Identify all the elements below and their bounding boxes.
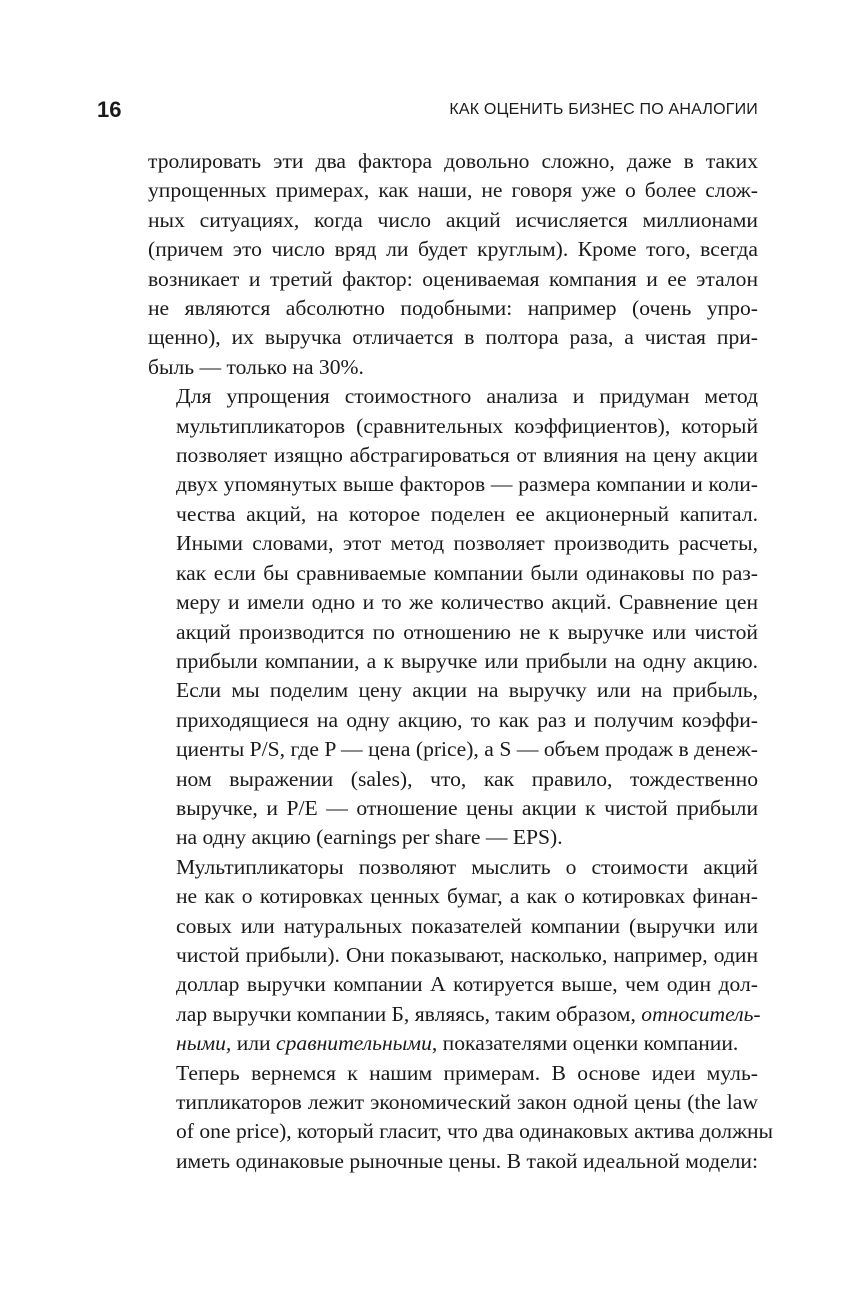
text-line: как если бы сравниваемые компании были одинаковы по раз- [176, 560, 758, 585]
text-line: упрощенных примерах, как наши, не говоря уже о более слож- [148, 178, 758, 203]
italic-term: относитель- [641, 1001, 761, 1026]
paragraph-4 [148, 1059, 774, 1177]
text-line: чистой прибыли). Они показывают, насколько, например, один [176, 942, 758, 967]
text-line: мультипликаторов (сравнительных коэффициентов), который [176, 413, 758, 438]
text-line: ных ситуациях, когда число акций исчисляется миллионами [148, 207, 758, 232]
text-line [148, 1029, 758, 1058]
text-line [148, 1000, 761, 1029]
text-line: приходящиеся на одну акцию, то как раз и получим коэффи- [176, 707, 758, 732]
text-line: чества акций, на которое поделен ее акционерный капитал. [176, 501, 758, 526]
paragraph-3 [148, 853, 761, 1059]
text-line: Теперь вернемся к нашим примерам. В основе идеи муль- [176, 1060, 758, 1085]
text-line: Для упрощения стоимостного анализа и придуман метод [176, 384, 758, 409]
text-line: не как о котировках ценных бумаг, а как о котировках финан- [176, 884, 758, 909]
text-segment: показателями оценки компании. [437, 1031, 739, 1056]
text-line: щенно), их выручка отличается в полтора раза, а чистая при- [148, 325, 758, 350]
text-line: меру и имели одно и то же количество акций. Сравнение цен [176, 590, 758, 615]
text-line: типликаторов лежит экономический закон одной цены (the law [176, 1090, 758, 1114]
text-line: Если мы поделим цену акции на выручку или на прибыль, [176, 678, 758, 703]
text-line: тролировать эти два фактора довольно сложно, даже в таких [148, 149, 758, 173]
text-line: Мультипликаторы позволяют мыслить о стоимости акций [176, 854, 758, 879]
text-line: (причем это число вряд ли будет круглым). Кроме того, всегда [148, 237, 758, 262]
text-line: акций производится по отношению не к выручке или чистой [176, 619, 758, 644]
body-text [148, 147, 774, 1176]
italic-term: ными, [176, 1031, 232, 1056]
text-line: позволяет изящно абстрагироваться от влияния на цену акции [176, 443, 758, 468]
text-line: прибыли компании, а к выручке или прибыли на одну акцию. [176, 648, 758, 673]
text-line: возникает и третий фактор: оцениваемая компания и ее эталон [148, 266, 758, 291]
text-line: на одну акцию (earnings per share — EPS). [176, 825, 563, 850]
text-line: двух упомянутых выше факторов — размера компании и коли- [176, 472, 758, 497]
running-title: КАК ОЦЕНИТЬ БИЗНЕС ПО АНАЛОГИИ [449, 101, 758, 118]
paragraph-2 [148, 382, 758, 853]
text-segment: или [231, 1031, 277, 1056]
text-line: не являются абсолютно подобными: например (очень упро- [148, 296, 758, 321]
paragraph-1 [148, 147, 758, 382]
text-line: of one price), который гласит, что два одинаковых актива должны [176, 1119, 774, 1144]
page-number: 16 [97, 97, 122, 122]
text-line: доллар выручки компании А котируется выше, чем один дол- [176, 972, 758, 997]
text-line: ном выражении (sales), что, как правило, тождественно [176, 766, 758, 791]
text-line: Иными словами, этот метод позволяет производить расчеты, [176, 531, 758, 556]
text-segment: лар выручки компании Б, являясь, таким образом, [176, 1001, 636, 1026]
text-line: циенты P/S, где P — цена (price), а S — объем продаж в денеж- [176, 737, 758, 762]
text-line: иметь одинаковые рыночные цены. В такой идеальной модели: [176, 1148, 758, 1173]
italic-term: сравнительными, [276, 1031, 438, 1056]
text-line: совых или натуральных показателей компании (выручки или [176, 913, 758, 938]
text-line: выручке, и P/E — отношение цены акции к чистой прибыли [176, 795, 758, 820]
text-line: быль — только на 30%. [148, 354, 364, 379]
